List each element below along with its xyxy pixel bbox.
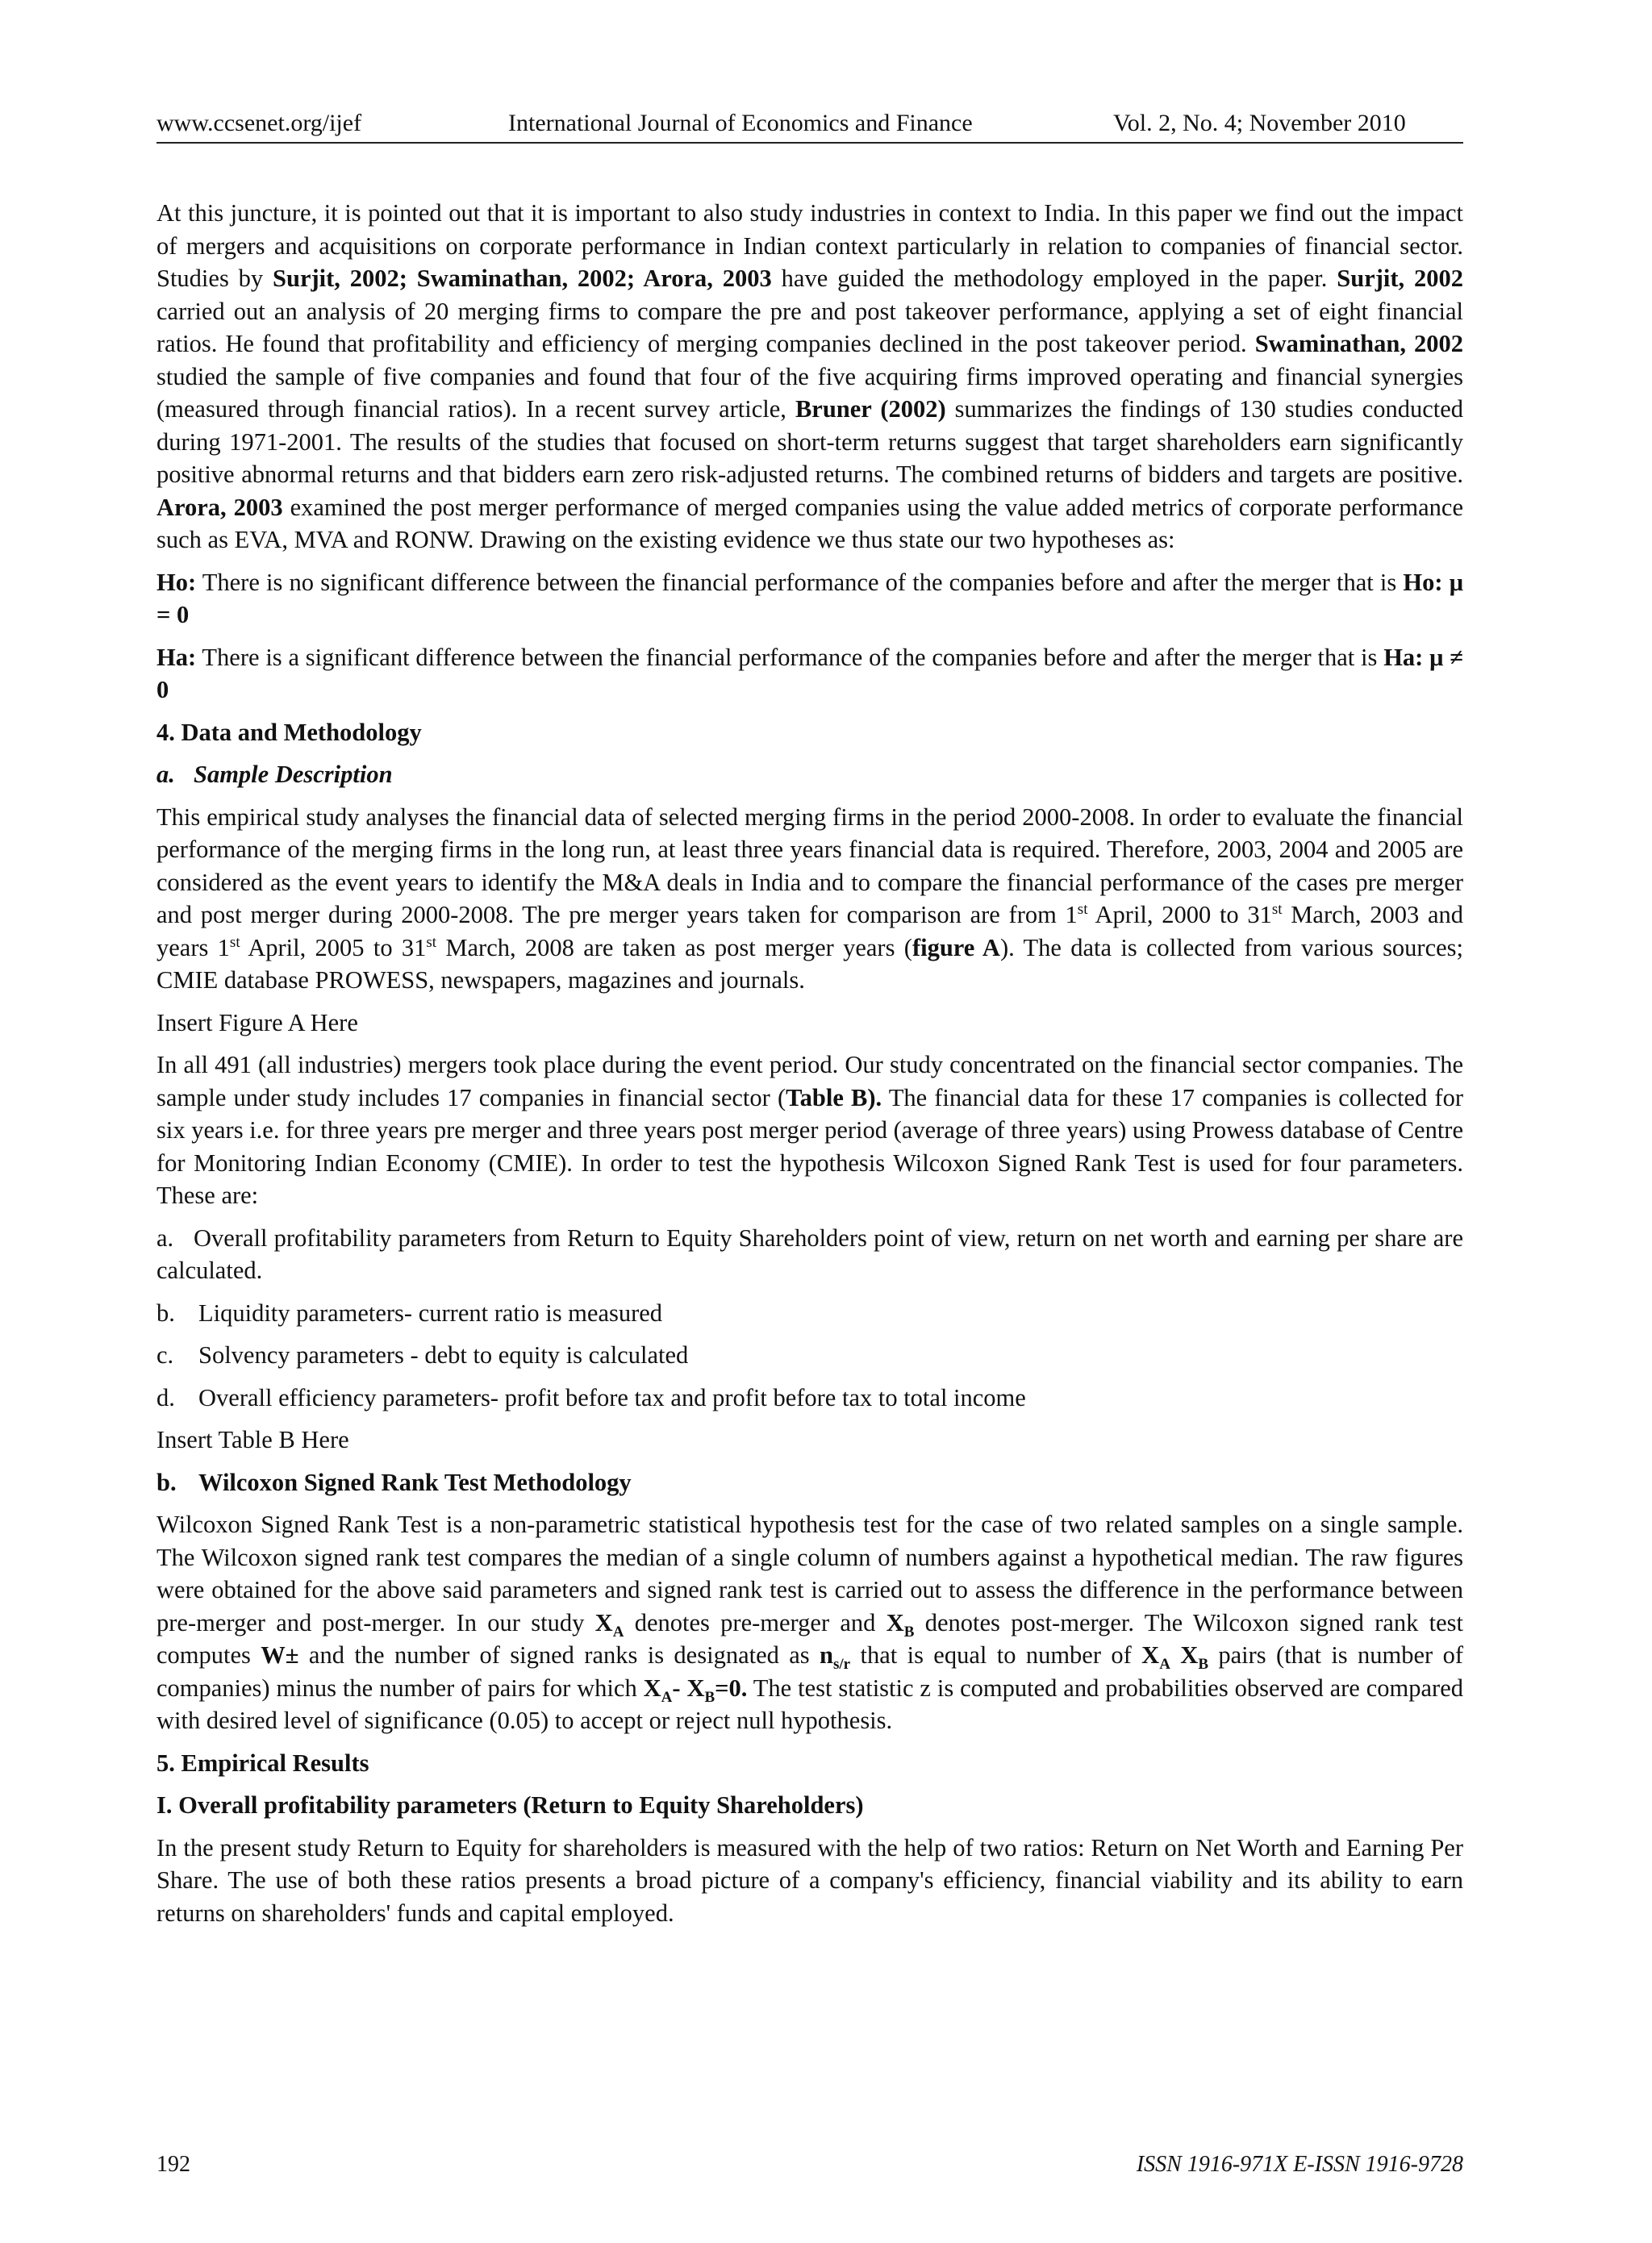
- journal-name: International Journal of Economics and Finance: [508, 110, 973, 136]
- citation-swaminathan: Swaminathan, 2002: [1254, 330, 1463, 357]
- list-item: c. Solvency parameters - debt to equity is calculated: [156, 1341, 689, 1369]
- subsection-heading-profitability: I. Overall profitability parameters (Return to Equity Shareholders): [156, 1791, 864, 1819]
- wilcoxon-methodology-paragraph: Wilcoxon Signed Rank Test is a non-parametric statistical hypothesis test for the case of two related samples on a single sample. The Wilcoxon signed rank test compares the median of a single column of numbers against a hypothetical median. The raw figures were obtained for the above said parameters and signed rank test is carried out to assess the difference in the performance between pre-merger and post-merger. In our study $X_A$ denotes pre-merger and $X_B$ denotes post-merger. The Wilcoxon signed rank test computes W± and the number of signed ranks is designated as $n_{s/r}$ that is equal to number of $X_A$ $X_B$ pairs (that is number of companies) minus the number of pairs for which $X_A-$ $X_B=0$. The test statistic z is computed and probabilities observed are compared with desired level of significance (0.05) to accept or reject null hypothesis.: [156, 1511, 1464, 1734]
- list-item: d. Overall efficiency parameters- profit before tax and profit before tax to total income: [156, 1383, 1026, 1411]
- insert-table-note: Insert Table B Here: [156, 1426, 349, 1453]
- subsection-heading-sample-description: a. Sample Description: [156, 761, 393, 788]
- return-to-equity-paragraph: In the present study Return to Equity for shareholders is measured with the help of two ratios: Return on Net Worth and Earning Per Share. The use of both these ratios presents a broad picture of a company's efficiency, financial viability and its ability to earn returns on shareholders' funds and capital employed.: [156, 1833, 1463, 1927]
- figure-reference: figure A: [912, 933, 1000, 961]
- citation-surjit: Surjit, 2002: [1337, 265, 1463, 292]
- sample-description-paragraph: This empirical study analyses the financial data of selected merging firms in the period 2000-2008. In order to evaluate the financial performance of the merging firms in the long run, at least three years financial data is required. Therefore, 2003, 2004 and 2005 are considered as the event years to identify the M&A deals in India and to compare the financial performance of the cases pre merger and post merger during 2000-2008. The pre merger years taken for comparison are from 1st April, 2000 to 31st March, 2003 and years 1st April, 2005 to 31st March, 2008 are taken as post merger years (figure A). The data is collected from various sources; CMIE database PROWESS, newspapers, magazines and journals.: [156, 803, 1464, 994]
- table-reference: Table B).: [786, 1083, 882, 1111]
- page-number: 192: [156, 2152, 190, 2177]
- running-header: [156, 108, 1463, 144]
- intro-paragraph: At this juncture, it is pointed out that it is important to also study industries in context to India. In this paper we find out the impact of mergers and acquisitions on corporate performance in Indian context particularly in relation to companies of financial sector. Studies by Surjit, 2002; Swaminathan, 2002; Arora, 2003 have guided the methodology employed in the paper. Surjit, 2002 carried out an analysis of 20 merging firms to compare the pre and post takeover performance, applying a set of eight financial ratios. He found that profitability and efficiency of merging companies declined in the post takeover period. Swaminathan, 2002 studied the sample of five companies and found that four of the five acquiring firms improved operating and financial synergies (measured through financial ratios). In a recent survey article, Bruner (2002) summarizes the findings of 130 studies conducted during 1971-2001. The results of the studies that focused on short-term returns suggest that target shareholders earn significantly positive abnormal returns and that bidders earn zero risk-adjusted returns. The combined returns of bidders and targets are positive. Arora, 2003 examined the post merger performance of merged companies using the value added metrics of corporate performance such as EVA, MVA and RONW. Drawing on the existing evidence we thus state our two hypotheses as:: [156, 199, 1463, 553]
- list-item: b. Liquidity parameters- current ratio is measured: [156, 1299, 663, 1327]
- sample-size-paragraph: In all 491 (all industries) mergers took place during the event period. Our study concentrated on the financial sector companies. The sample under study includes 17 companies in financial sector (Table B). The financial data for these 17 companies is collected for six years i.e. for three years pre merger and three years post merger period (average of three years) using Prowess database of Centre for Monitoring Indian Economy (CMIE). In order to test the hypothesis Wilcoxon Signed Rank Test is used for four parameters. These are:: [156, 1051, 1463, 1209]
- issn-line: ISSN 1916-971X E-ISSN 1916-9728: [1136, 2152, 1463, 2177]
- subsection-heading-wilcoxon: b. Wilcoxon Signed Rank Test Methodology: [156, 1468, 632, 1496]
- citation-group: Surjit, 2002; Swaminathan, 2002; Arora, 2003: [273, 265, 772, 292]
- list-item: a. Overall profitability parameters from Return to Equity Shareholders point of view, return on net worth and earning per share are calculated.: [156, 1224, 1463, 1284]
- alternative-hypothesis: Ha: There is a significant difference between the financial performance of the companies before and after the merger that is Ha: μ ≠ 0: [156, 643, 1463, 703]
- section-heading-data-methodology: 4. Data and Methodology: [156, 718, 422, 746]
- null-hypothesis: Ho: There is no significant difference between the financial performance of the companies before and after the merger that is Ho: μ = 0: [156, 568, 1463, 628]
- citation-arora: Arora, 2003: [156, 493, 283, 521]
- journal-volume: Vol. 2, No. 4; November 2010: [1113, 110, 1406, 136]
- citation-bruner: Bruner (2002): [795, 395, 946, 423]
- journal-website: www.ccsenet.org/ijef: [156, 110, 362, 136]
- article-body: [156, 197, 1463, 1929]
- section-heading-empirical-results: 5. Empirical Results: [156, 1749, 369, 1777]
- insert-figure-note: Insert Figure A Here: [156, 1008, 358, 1036]
